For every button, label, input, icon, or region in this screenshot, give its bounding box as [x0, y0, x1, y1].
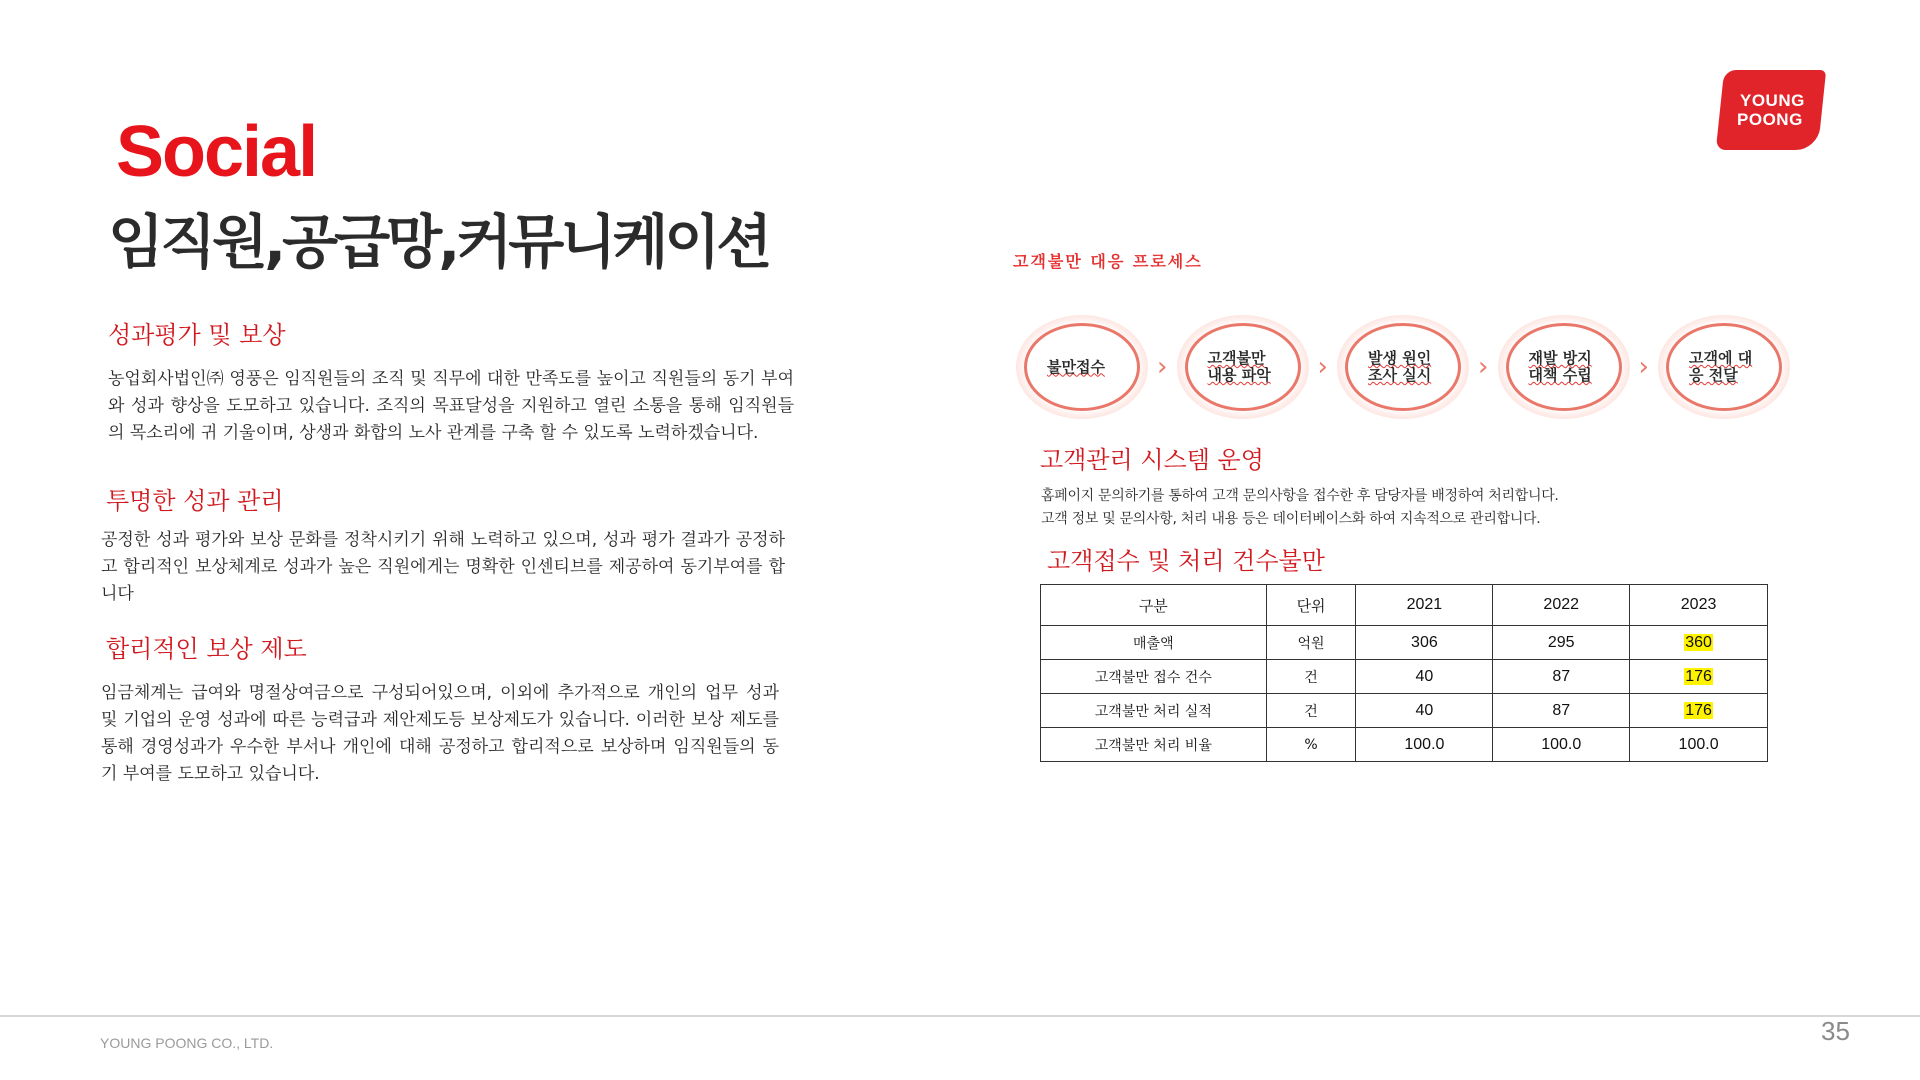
table-cell: 87 — [1493, 660, 1630, 694]
table-cell: % — [1266, 728, 1356, 762]
highlighted-value: 176 — [1685, 667, 1712, 685]
table-row — [1041, 694, 1768, 728]
footer-divider — [0, 1015, 1920, 1017]
section-body-rational: 임금체계는 급여와 명절상여금으로 구성되어있으며, 이외에 추가적으로 개인의 업무 성과 및 기업의 운영 성과에 따른 능력급과 제안제도등 보상제도가 있습니다. 이러한 보상 제도를 통해 경영성과가 우수한 부서나 개인에 대해 공정하고 합리적으로 보상하며 임직원들의 동기 부여를 도모하고 있습니다. — [101, 683, 779, 784]
highlighted-value: 176 — [1685, 701, 1712, 719]
process-step-3 — [1337, 315, 1469, 419]
table-cell: 건 — [1266, 694, 1356, 728]
table-header-row — [1041, 585, 1768, 626]
process-step-1 — [1016, 315, 1148, 419]
process-step-label: 고객에 대응 전달 — [1689, 349, 1753, 384]
process-step-label: 재발 방지 대책 수립 — [1528, 349, 1592, 384]
process-step-label: 불만접수 — [1047, 357, 1105, 376]
table-cell: 295 — [1493, 626, 1630, 660]
process-step-4 — [1498, 315, 1630, 419]
footer-company: YOUNG POONG CO., LTD. — [100, 1035, 274, 1051]
table-cell: 306 — [1356, 626, 1493, 660]
table-cell: 40 — [1356, 660, 1493, 694]
logo-line-1: YOUNG — [1739, 91, 1805, 110]
section-body-performance-reward: 농업회사법인㈜ 영풍은 임직원들의 조직 및 직무에 대한 만족도를 높이고 직원들의 동기 부여와 성과 향상을 도모하고 있습니다. 조직의 목표달성을 지원하고 열린 소통을 통해 임직원들의 목소리에 귀 기울이며, 상생과 화합의 노사 관계를 구축 할 수 있도록 노력하겠습니다. — [108, 369, 794, 443]
section-heading-performance-reward: 성과평가 및 보상 — [108, 321, 286, 349]
table-header-cell: 구분 — [1041, 585, 1267, 626]
table-cell: 고객불만 처리 실적 — [1041, 694, 1267, 728]
table-cell: 건 — [1266, 660, 1356, 694]
table-row — [1041, 626, 1768, 660]
table-cell — [1630, 660, 1768, 694]
section-heading-crm: 고객관리 시스템 운영 — [1040, 446, 1264, 474]
table-header-cell: 2023 — [1630, 585, 1768, 626]
table-cell: 100.0 — [1493, 728, 1630, 762]
table-cell: 매출액 — [1041, 626, 1267, 660]
process-step-5 — [1658, 315, 1790, 419]
table-cell: 87 — [1493, 694, 1630, 728]
process-title: 고객불만 대응 프로세스 — [1013, 252, 1203, 271]
table-cell: 40 — [1356, 694, 1493, 728]
company-logo — [1716, 70, 1826, 150]
page-number: 35 — [1821, 1016, 1850, 1046]
complaint-stats-table — [1040, 584, 1768, 762]
table-row — [1041, 728, 1768, 762]
section-heading-rational: 합리적인 보상 제도 — [106, 635, 307, 663]
category-title: Social — [116, 112, 317, 192]
process-step-2 — [1177, 315, 1309, 419]
table-cell: 고객불만 처리 비율 — [1041, 728, 1267, 762]
table-cell: 100.0 — [1630, 728, 1768, 762]
table-row — [1041, 660, 1768, 694]
process-flow — [1016, 315, 1790, 419]
table-cell — [1630, 626, 1768, 660]
crm-description-1: 홈페이지 문의하기를 통하여 고객 문의사항을 접수한 후 담당자를 배정하여 처리합니다. — [1041, 488, 1559, 504]
chevron-right-icon: › — [1157, 352, 1168, 382]
table-header-cell: 2022 — [1493, 585, 1630, 626]
table-cell — [1630, 694, 1768, 728]
table-header-cell: 2021 — [1356, 585, 1493, 626]
chevron-right-icon: › — [1317, 352, 1328, 382]
table-cell: 100.0 — [1356, 728, 1493, 762]
section-body-transparent: 공정한 성과 평가와 보상 문화를 정착시키기 위해 노력하고 있으며, 성과 평가 결과가 공정하고 합리적인 보상체계로 성과가 높은 직원에게는 명확한 인센티브를 제공하여 동기부여를 합니다 — [101, 530, 785, 604]
table-cell: 억원 — [1266, 626, 1356, 660]
section-heading-transparent: 투명한 성과 관리 — [106, 487, 284, 515]
process-step-label: 고객불만내용 파악 — [1207, 349, 1271, 384]
logo-line-2: POONG — [1737, 110, 1803, 129]
chevron-right-icon: › — [1478, 352, 1489, 382]
process-step-label: 발생 원인조사 실시 — [1368, 349, 1432, 384]
chevron-right-icon: › — [1638, 352, 1649, 382]
crm-description-2: 고객 정보 및 문의사항, 처리 내용 등은 데이터베이스화 하여 지속적으로 관리합니다. — [1041, 511, 1541, 527]
table-header-cell: 단위 — [1266, 585, 1356, 626]
table-cell: 고객불만 접수 건수 — [1041, 660, 1267, 694]
highlighted-value: 360 — [1685, 633, 1712, 651]
page-title: 임직원,공급망,커뮤니케이션 — [108, 208, 769, 276]
section-heading-table: 고객접수 및 처리 건수불만 — [1047, 547, 1325, 575]
